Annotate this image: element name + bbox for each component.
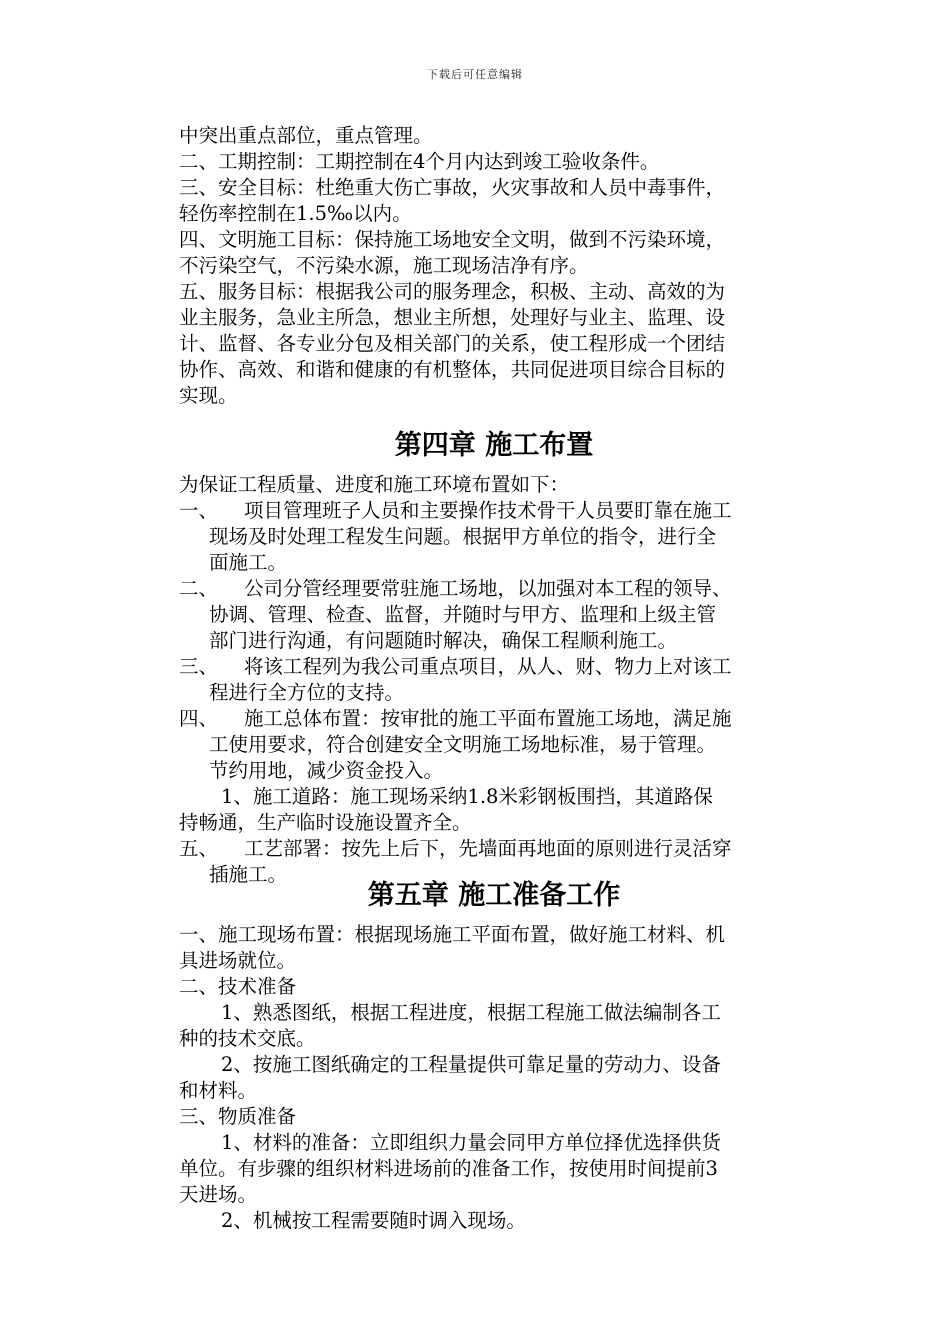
chapter5-body — [179, 922, 809, 1234]
list-number: 一、 — [179, 499, 219, 522]
list-number: 四、 — [179, 707, 219, 730]
list-item — [179, 706, 809, 732]
sub-item-continued: 持畅通，生产临时设施设置齐全。 — [179, 811, 472, 834]
page-header: 下载后可任意编辑 — [427, 68, 523, 81]
list-number: 五、 — [179, 837, 219, 860]
list-text: 项目管理班子人员和主要操作技术骨干人员要盯靠在施工 — [244, 499, 732, 522]
chapter4-intro: 为保证工程质量、进度和施工环境布置如下： — [179, 473, 570, 496]
paragraph-line: 三、物质准备 — [179, 1105, 297, 1128]
list-text-continued: 节约用地，减少资金投入。 — [209, 759, 444, 782]
paragraph-line: 协作、高效、和谐和健康的有机整体，共同促进项目综合目标的 — [179, 358, 726, 381]
list-text-continued: 程进行全方位的支持。 — [209, 681, 405, 704]
list-item — [179, 498, 809, 524]
chapter4-body — [179, 472, 809, 888]
paragraph-line: 三、安全目标：杜绝重大伤亡事故，火灾事故和人员中毒事件， — [179, 176, 726, 199]
chapter5-title: 第五章 施工准备工作 — [367, 880, 621, 911]
paragraph-line: 种的技术交底。 — [179, 1027, 316, 1050]
paragraph-line: 四、文明施工目标：保持施工场地安全文明，做到不污染环境， — [179, 228, 726, 251]
section3-tail — [179, 123, 809, 409]
list-text: 公司分管经理要常驻施工场地，以加强对本工程的领导、 — [244, 577, 732, 600]
list-text-continued: 面施工。 — [209, 551, 288, 574]
paragraph-line: 二、工期控制：工期控制在4个月内达到竣工验收条件。 — [179, 150, 660, 173]
paragraph-line: 计、监督、各专业分包及相关部门的关系，使工程形成一个团结 — [179, 332, 726, 355]
list-item — [179, 654, 809, 680]
chapter4-title: 第四章 施工布置 — [394, 430, 594, 461]
list-text-continued: 插施工。 — [209, 863, 288, 886]
list-number: 二、 — [179, 577, 219, 600]
list-text-continued: 工使用要求，符合创建安全文明施工场地标准，易于管理。 — [209, 733, 717, 756]
list-text-continued: 协调、管理、检查、监督，并随时与甲方、监理和上级主管 — [209, 603, 717, 626]
paragraph-line: 具进场就位。 — [179, 949, 297, 972]
paragraph-line: 轻伤率控制在1.5‰以内。 — [179, 202, 412, 225]
list-text: 施工总体布置：按审批的施工平面布置施工场地，满足施 — [244, 707, 732, 730]
paragraph-line: 实现。 — [179, 384, 238, 407]
list-text: 将该工程列为我公司重点项目，从人、财、物力上对该工 — [244, 655, 732, 678]
paragraph-line: 单位。有步骤的组织材料进场前的准备工作，按使用时间提前3 — [179, 1157, 718, 1180]
paragraph-line: 1、材料的准备：立即组织力量会同甲方单位择优选择供货 — [221, 1131, 721, 1154]
list-text-continued: 部门进行沟通，有问题随时解决，确保工程顺利施工。 — [209, 629, 678, 652]
paragraph-line: 2、机械按工程需要随时调入现场。 — [221, 1209, 526, 1232]
paragraph-line: 不污染空气，不污染水源，施工现场洁净有序。 — [179, 254, 589, 277]
list-number: 三、 — [179, 655, 219, 678]
paragraph-line: 二、技术准备 — [179, 975, 297, 998]
sub-item: 1、施工道路：施工现场采纳1.8米彩钢板围挡，其道路保 — [221, 785, 713, 808]
paragraph-line: 天进场。 — [179, 1183, 258, 1206]
paragraph-line: 2、按施工图纸确定的工程量提供可靠足量的劳动力、设备 — [221, 1053, 721, 1076]
paragraph-line: 一、施工现场布置：根据现场施工平面布置，做好施工材料、机 — [179, 923, 726, 946]
paragraph-line: 和材料。 — [179, 1079, 258, 1102]
list-item — [179, 836, 809, 862]
list-text-continued: 现场及时处理工程发生问题。根据甲方单位的指令，进行全 — [209, 525, 717, 548]
list-item — [179, 576, 809, 602]
paragraph-line: 五、服务目标：根据我公司的服务理念，积极、主动、高效的为 — [179, 280, 726, 303]
paragraph-line: 中突出重点部位，重点管理。 — [179, 124, 433, 147]
paragraph-line: 业主服务，急业主所急，想业主所想，处理好与业主、监理、设 — [179, 306, 726, 329]
paragraph-line: 1、熟悉图纸，根据工程进度，根据工程施工做法编制各工 — [221, 1001, 721, 1024]
list-text: 工艺部署：按先上后下，先墙面再地面的原则进行灵活穿 — [244, 837, 732, 860]
